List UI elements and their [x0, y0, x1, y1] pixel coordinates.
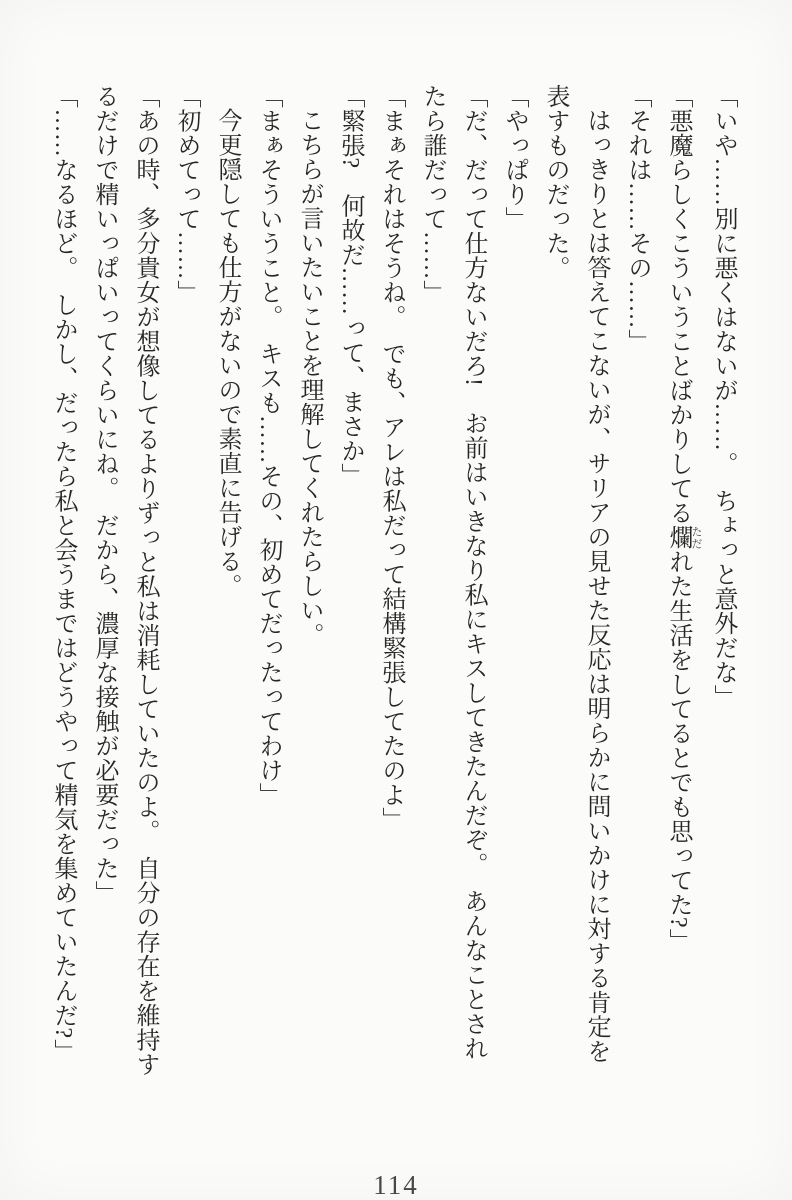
text-line-6: 「やっぱり」 — [501, 84, 527, 231]
text-line-14: 「初めてって……」 — [173, 84, 199, 305]
text-line-3: 「それは……その……」 — [624, 84, 650, 354]
text-line-12: 「まぁそういうこと。 キスも……その、初めてだったってわけ」 — [255, 84, 281, 807]
page-number: 114 — [373, 1170, 419, 1200]
text-line-4: はっきりとは答えてこないが、サリアの見せた反応は明らかに問いかけに対する肯定を — [583, 108, 609, 1064]
text-line-2: 「悪魔らしくこういうことばかりしてる爛 ただれた生活をしてるとでも思ってた?」 — [665, 84, 702, 953]
text-line-5: 表すものだった。 — [542, 84, 568, 280]
text-line-17: 「……なるほど。 しかし、だったら私と会うまではどうやって精気を集めていたんだ?」 — [50, 84, 76, 1064]
text-line-16: るだけで精いっぱいってくらいにね。 だから、濃厚な接触が必要だった」 — [91, 84, 117, 905]
text-line-7: 「だ、だって仕方ないだろ! お前はいきなり私にキスしてきたんだぞ。 あんなことされ — [460, 84, 486, 1061]
furigana-ruby: 爛 ただ — [665, 525, 702, 550]
vertical-text-block — [46, 84, 743, 1144]
furigana-text: ただ — [690, 525, 702, 550]
text-line-13: 今更隠しても仕方がないので素直に告げる。 — [214, 108, 240, 598]
text-line-15: 「あの時、多分貴女が想像してるよりずっと私は消耗していたのよ。 自分の存在を維持す — [132, 84, 158, 1077]
text-line-1: 「いや……別に悪くはないが……。 ちょっと意外だな」 — [710, 84, 736, 709]
text-line-8: たら誰だって……」 — [419, 84, 445, 305]
text-line-10: 「緊張? 何故だ……って、まさか」 — [337, 84, 363, 488]
text-line-11: こちらが言いたいことを理解してくれたらしい。 — [296, 108, 322, 647]
text-line-9: 「まぁそれはそうね。 でも、アレは私だって結構緊張してたのよ」 — [378, 84, 404, 832]
